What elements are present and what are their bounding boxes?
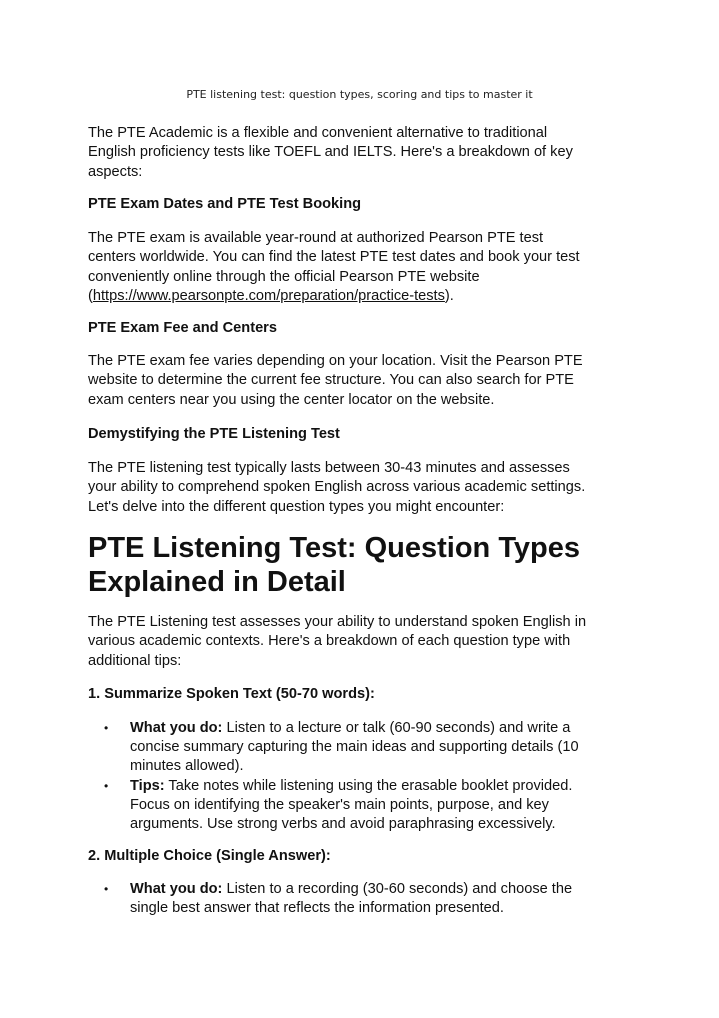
bullet-line: Take notes while listening using the erasable booklet provided. xyxy=(164,777,573,794)
intro-line: aspects: xyxy=(88,163,143,180)
overview-line: The PTE Listening test assesses your ability to understand spoken English in xyxy=(88,614,587,630)
dates-line: The PTE exam is available year-round at authorized Pearson PTE test xyxy=(88,230,544,246)
fee-line: exam centers near you using the center locator on the website. xyxy=(88,391,495,408)
demystify-paragraph xyxy=(88,459,633,517)
list-item xyxy=(88,719,628,777)
bullet-line: concise summary capturing the main ideas and supporting details (10 xyxy=(130,739,579,756)
main-title xyxy=(88,531,648,599)
bullet-line: arguments. Use strong verbs and avoid paraphrasing excessively. xyxy=(130,816,556,833)
fee-line: The PTE exam fee varies depending on your location. Visit the Pearson PTE xyxy=(88,353,583,369)
question-heading-summarize: 1. Summarize Spoken Text (50-70 words): xyxy=(88,686,375,702)
fee-paragraph xyxy=(88,352,633,410)
dates-line: centers worldwide. You can find the latest PTE test dates and book your test xyxy=(88,249,580,266)
demystify-line: Let's delve into the different question types you might encounter: xyxy=(88,498,505,515)
question-heading-multiple-choice: 2. Multiple Choice (Single Answer): xyxy=(88,848,331,864)
bullet-icon: • xyxy=(104,721,109,735)
bullet-label: What you do: xyxy=(130,881,223,897)
section-heading-dates: PTE Exam Dates and PTE Test Booking xyxy=(88,196,362,212)
intro-line: English proficiency tests like TOEFL and IELTS. Here's a breakdown of key xyxy=(88,144,573,161)
intro-paragraph xyxy=(88,124,633,182)
summarize-bullet-list xyxy=(88,719,628,834)
list-item xyxy=(88,880,628,918)
bullet-line: Listen to a recording (30-60 seconds) and choose the xyxy=(222,881,573,897)
bullet-icon: • xyxy=(104,882,109,896)
bullet-line: Listen to a lecture or talk (60-90 seconds) and write a xyxy=(222,720,571,736)
bullet-label: What you do: xyxy=(130,720,223,736)
pearson-practice-tests-link[interactable]: https://www.pearsonpte.com/preparation/practice-tests xyxy=(92,288,445,305)
multiple-choice-bullet-list xyxy=(88,880,628,918)
overview-line: various academic contexts. Here's a breakdown of each question type with xyxy=(88,633,571,650)
main-title-line: PTE Listening Test: Question Types xyxy=(88,532,580,564)
main-title-line: Explained in Detail xyxy=(88,566,346,598)
bullet-line: single best answer that reflects the information presented. xyxy=(130,900,504,917)
section-heading-fee: PTE Exam Fee and Centers xyxy=(88,320,277,336)
dates-line: conveniently online through the official Pearson PTE website xyxy=(88,268,480,285)
link-close-paren: ). xyxy=(444,288,454,305)
dates-paragraph xyxy=(88,229,633,307)
bullet-label: Tips: xyxy=(130,777,165,794)
bullet-line: Focus on identifying the speaker's main points, purpose, and key xyxy=(130,796,549,813)
overview-line: additional tips: xyxy=(88,652,182,669)
intro-line: The PTE Academic is a flexible and convenient alternative to traditional xyxy=(88,125,548,141)
link-open-paren: ( xyxy=(88,288,93,305)
section-heading-demystify: Demystifying the PTE Listening Test xyxy=(88,426,340,442)
demystify-line: The PTE listening test typically lasts between 30-43 minutes and assesses xyxy=(88,460,570,476)
fee-line: website to determine the current fee structure. You can also search for PTE xyxy=(88,372,574,389)
running-header: PTE listening test: question types, scoring and tips to master it xyxy=(186,88,533,101)
overview-paragraph xyxy=(88,613,633,671)
demystify-line: your ability to comprehend spoken English across various academic settings. xyxy=(88,479,586,496)
bullet-line: minutes allowed). xyxy=(130,758,244,775)
bullet-icon: • xyxy=(104,778,109,793)
list-item xyxy=(88,777,628,835)
